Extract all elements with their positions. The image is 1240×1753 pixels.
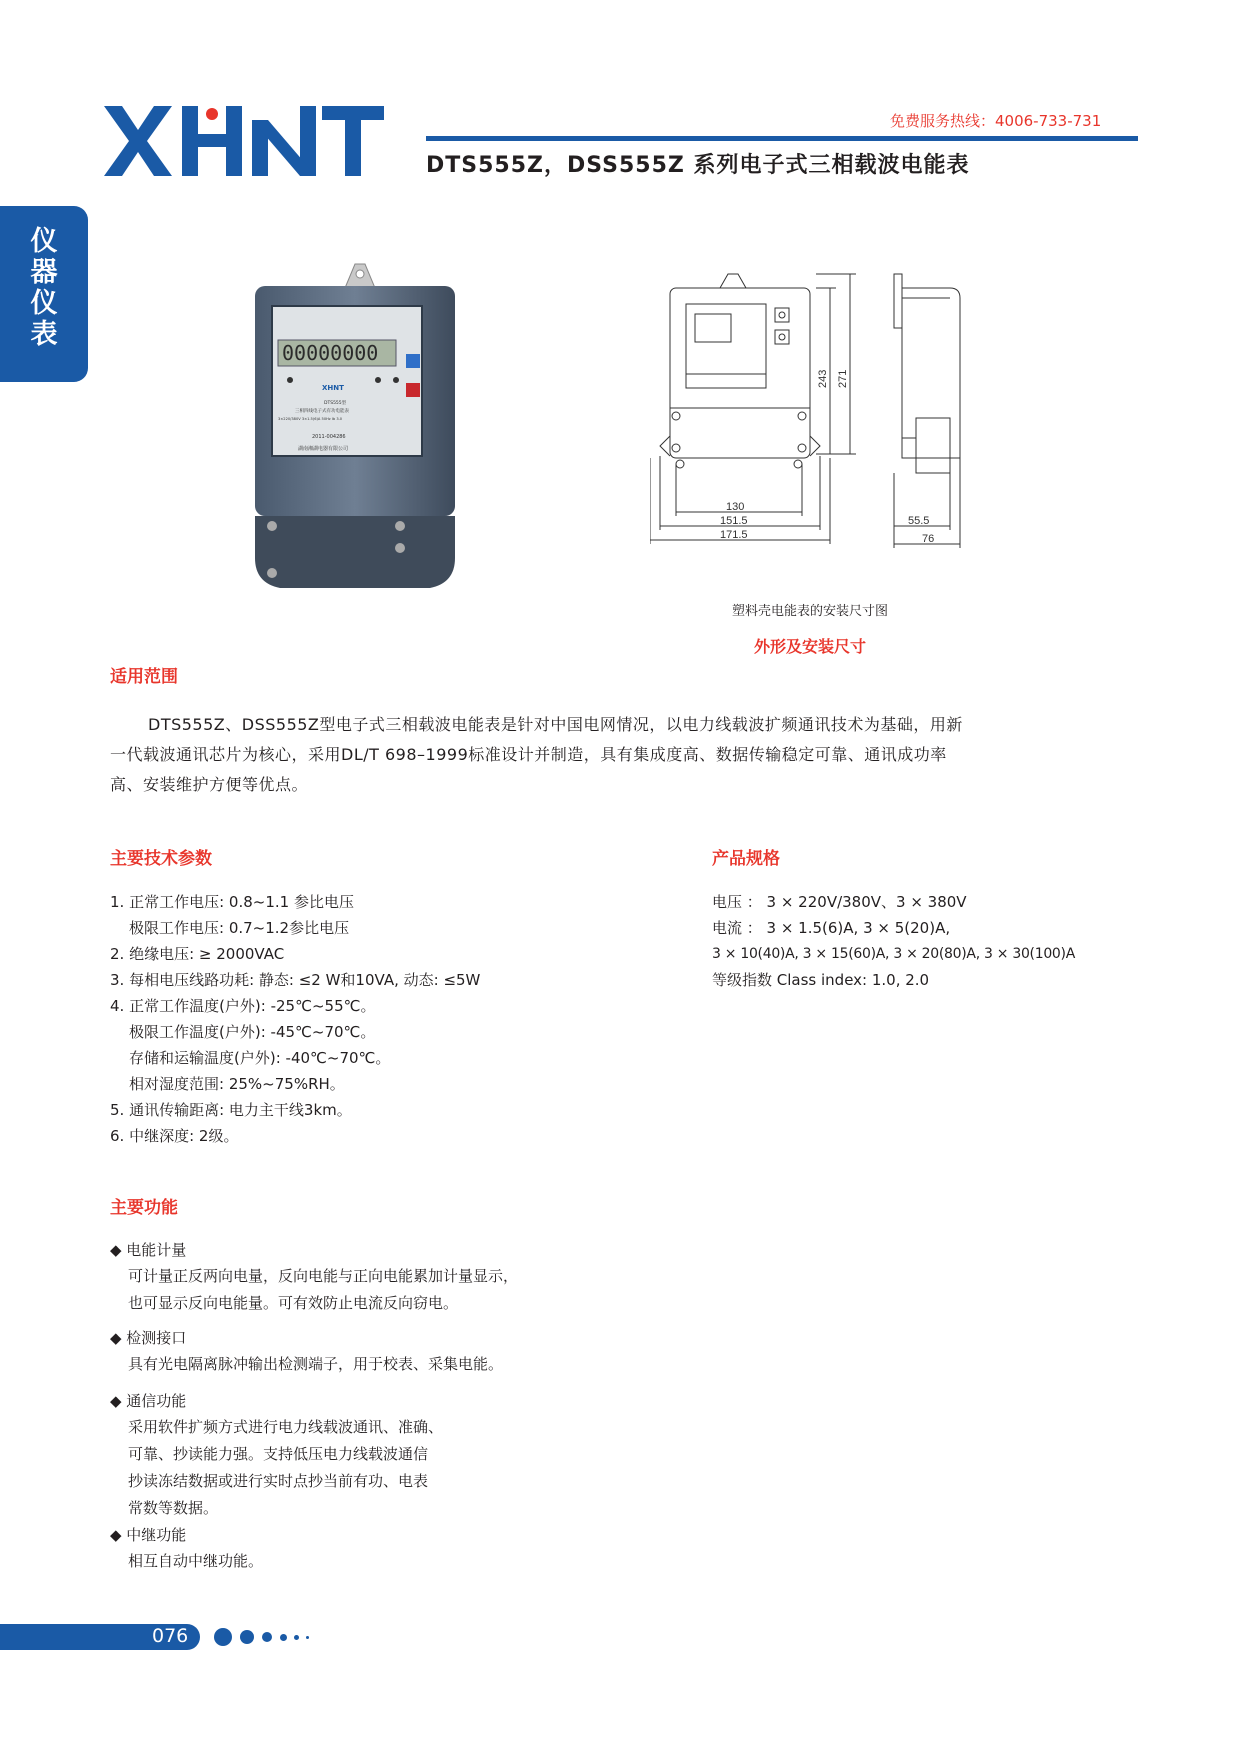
tech-item: 极限工作电压: 0.7~1.2参比电压 bbox=[129, 919, 350, 937]
meter-display-reading: 00000000 bbox=[282, 341, 379, 365]
scope-line: 一代载波通讯芯片为核心，采用DL/T 698–1999标准设计并制造，具有集成度高、数据传输稳定可靠、通讯成功率 bbox=[110, 745, 947, 764]
function-desc: 可计量正反两向电量，反向电能与正向电能累加计量显示， bbox=[128, 1267, 519, 1285]
spec-item: 电压 ： 3 × 220V/380V、3 × 380V bbox=[712, 893, 967, 911]
page-number: 076 bbox=[152, 1625, 189, 1647]
functions-list bbox=[110, 1237, 518, 1575]
function-desc: 可靠、抄读能力强。支持低压电力线载波通信 bbox=[128, 1445, 429, 1463]
function-desc: 采用软件扩频方式进行电力线载波通讯、准确、 bbox=[128, 1418, 444, 1436]
tech-item: 相对湿度范围: 25%~75%RH。 bbox=[129, 1075, 345, 1093]
spec-list bbox=[712, 889, 1075, 993]
tech-item: 3. 每相电压线路功耗: 静态: ≤2 W和10VA, 动态: ≤5W bbox=[110, 971, 481, 989]
meter-brand: XHNT bbox=[322, 384, 344, 392]
tech-heading: 主要技术参数 bbox=[110, 849, 212, 869]
function-desc: 常数等数据。 bbox=[128, 1499, 219, 1517]
spec-heading: 产品规格 bbox=[712, 849, 780, 869]
tech-list bbox=[110, 889, 480, 1149]
dim-height-outer: 271 bbox=[837, 369, 849, 388]
tech-item: 4. 正常工作温度(户外): -25℃~55℃。 bbox=[110, 997, 376, 1015]
tech-item: 6. 中继深度: 2级。 bbox=[110, 1127, 239, 1145]
category-char: 器 bbox=[30, 257, 58, 288]
drawing-subtitle: 外形及安装尺寸 bbox=[753, 637, 866, 656]
dim-width-130: 130 bbox=[726, 501, 745, 513]
spec-item: 电流 ： 3 × 1.5(6)A, 3 × 5(20)A, bbox=[712, 919, 951, 937]
scope-paragraph bbox=[110, 710, 1070, 800]
function-desc: 相互自动中继功能。 bbox=[128, 1552, 264, 1570]
footer-dot bbox=[240, 1630, 254, 1644]
function-desc: 抄读冻结数据或进行实时点抄当前有功、电表 bbox=[128, 1472, 429, 1490]
meter-maker: 湖南湘湖电器有限公司 bbox=[298, 446, 349, 452]
tech-item: 存储和运输温度(户外): -40℃~70℃。 bbox=[129, 1049, 391, 1067]
functions-heading: 主要功能 bbox=[110, 1198, 178, 1218]
function-head: ◆ 中继功能 bbox=[110, 1526, 187, 1544]
meter-name: 三相四线电子式有功电能表 bbox=[295, 409, 349, 414]
function-head: ◆ 电能计量 bbox=[110, 1241, 187, 1259]
category-tab-label bbox=[0, 226, 88, 350]
footer-dot bbox=[294, 1635, 299, 1640]
dim-depth-55-5: 55.5 bbox=[908, 515, 930, 527]
tech-item: 1. 正常工作电压: 0.8~1.1 参比电压 bbox=[110, 893, 354, 911]
function-desc: 也可显示反向电能量。可有效防止电流反向窃电。 bbox=[128, 1294, 459, 1312]
footer-dot bbox=[262, 1632, 272, 1642]
tech-item: 5. 通讯传输距离: 电力主干线3km。 bbox=[110, 1101, 352, 1119]
function-head: ◆ 检测接口 bbox=[110, 1329, 187, 1347]
category-char: 表 bbox=[30, 319, 58, 350]
scope-heading: 适用范围 bbox=[110, 667, 178, 687]
footer-dot bbox=[214, 1628, 232, 1646]
scope-line: 高、安装维护方便等优点。 bbox=[110, 775, 309, 794]
tech-item: 2. 绝缘电压: ≥ 2000VAC bbox=[110, 945, 285, 963]
footer-dot bbox=[280, 1634, 287, 1641]
dim-height-inner: 243 bbox=[817, 369, 829, 388]
dimension-drawing bbox=[650, 268, 980, 568]
scope-line: DTS555Z、DSS555Z型电子式三相载波电能表是针对中国电网情况，以电力线载波扩频通讯技术为基础，用新 bbox=[148, 715, 963, 734]
dim-width-151-5: 151.5 bbox=[720, 515, 748, 527]
function-head: ◆ 通信功能 bbox=[110, 1392, 187, 1410]
function-desc: 具有光电隔离脉冲输出检测端子，用于校表、采集电能。 bbox=[128, 1355, 504, 1373]
tech-item: 极限工作温度(户外): -45℃~70℃。 bbox=[129, 1023, 376, 1041]
document-title: DTS555Z，DSS555Z 系列电子式三相载波电能表 bbox=[426, 153, 970, 178]
drawing-caption: 塑料壳电能表的安装尺寸图 bbox=[731, 604, 888, 619]
category-char: 仪 bbox=[30, 288, 58, 319]
service-hotline: 免费服务热线：4006-733-731 bbox=[890, 112, 1102, 130]
meter-spec: 3×220/380V 3×1.5(6)A 50Hz Ib 3.0 bbox=[278, 417, 343, 421]
spec-item: 等级指数 Class index: 1.0, 2.0 bbox=[712, 971, 930, 989]
brand-logo bbox=[104, 106, 384, 176]
meter-serial: 2011-004286 bbox=[312, 434, 346, 440]
spec-item: 3 × 10(40)A, 3 × 15(60)A, 3 × 20(80)A, 3 × 30(100)A bbox=[712, 946, 1075, 962]
category-char: 仪 bbox=[30, 226, 58, 257]
dim-width-171-5: 171.5 bbox=[720, 529, 748, 541]
meter-product-image bbox=[250, 258, 465, 598]
meter-model: DTS555型 bbox=[324, 401, 347, 406]
header-rule bbox=[426, 136, 1138, 141]
dim-depth-76: 76 bbox=[922, 533, 935, 545]
footer-dot bbox=[306, 1636, 309, 1639]
